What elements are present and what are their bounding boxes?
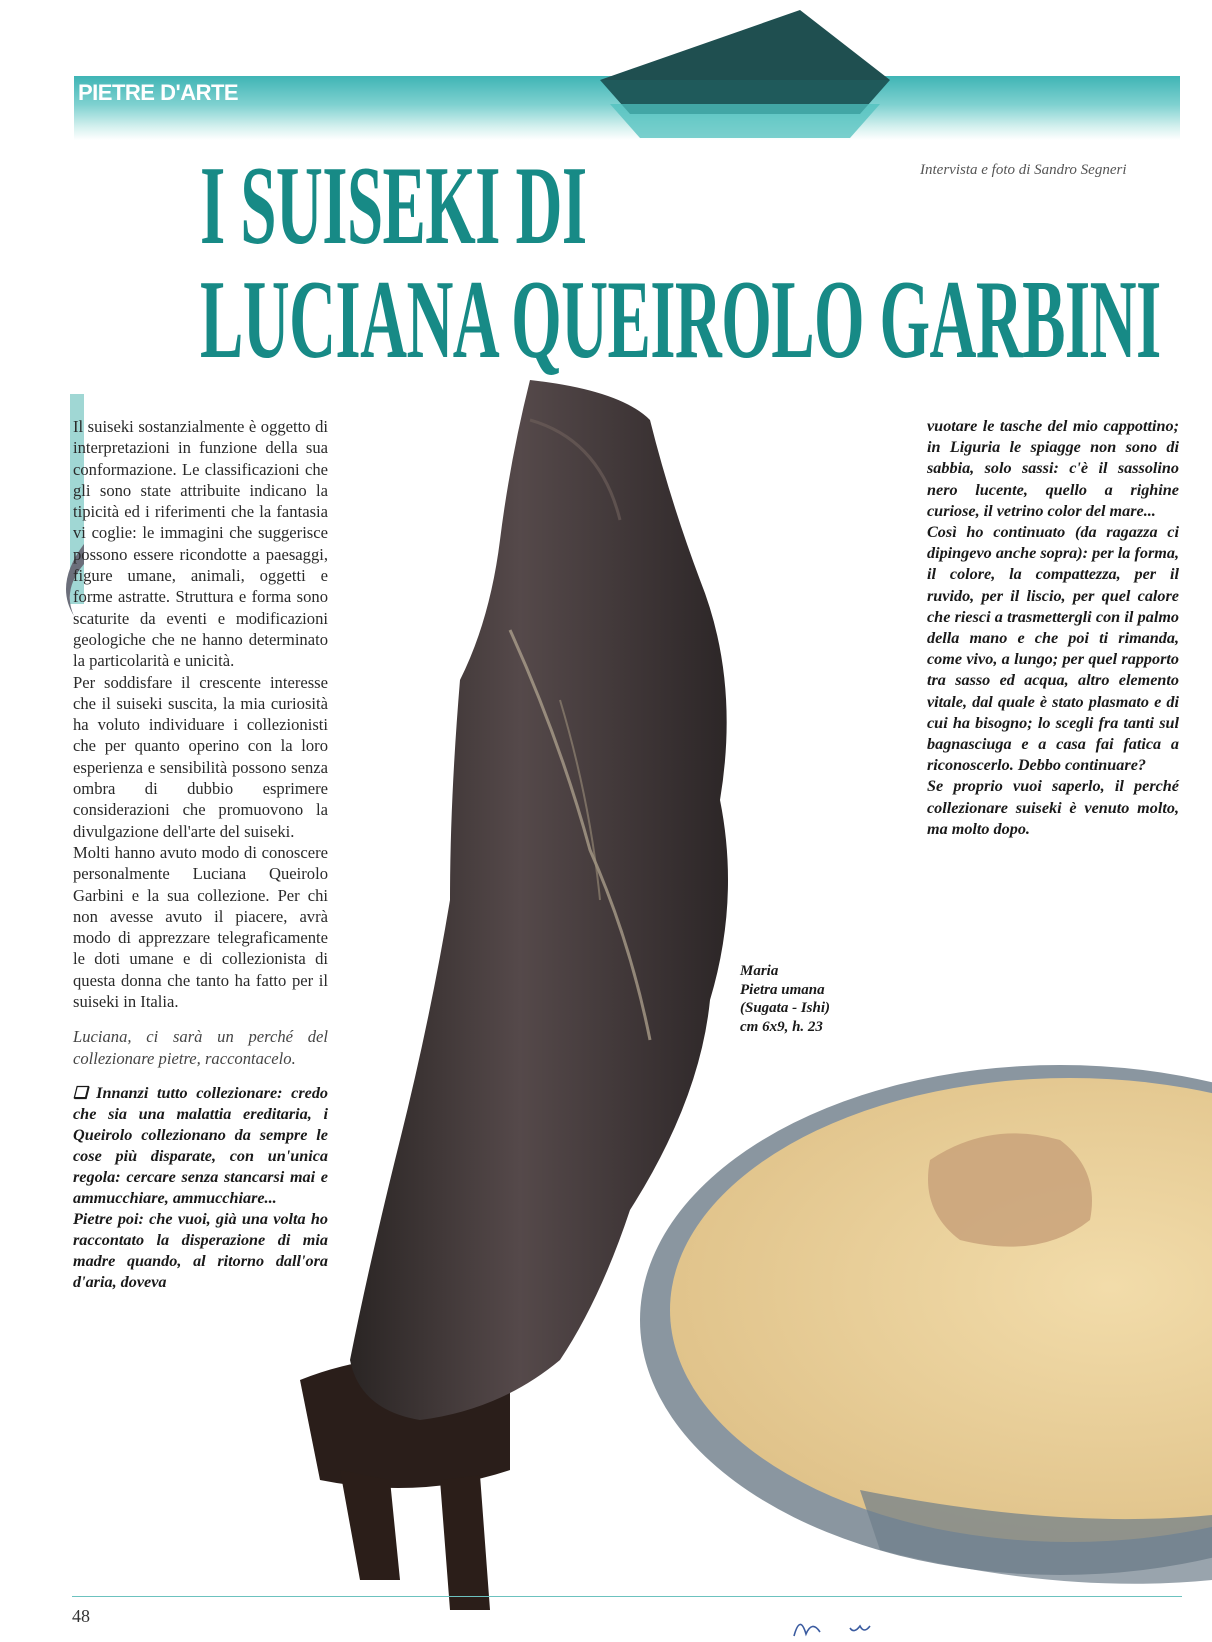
- article-title-line-2: [200, 258, 1161, 382]
- left-column: [73, 416, 328, 1293]
- interview-question: Luciana, ci sarà un perché del collezionare pietre, raccontacelo.: [73, 1027, 328, 1068]
- interview-answer: [73, 1083, 328, 1209]
- caption-line: (Sugata - Ishi): [740, 1000, 831, 1016]
- caption-line: cm 6x9, h. 23: [740, 1018, 823, 1035]
- title-line-1: I SUISEKI DI: [200, 144, 587, 268]
- caption-line: Maria: [740, 963, 779, 979]
- right-column: [927, 416, 1179, 840]
- section-label: PIETRE D'ARTE: [78, 80, 239, 105]
- byline: Intervista e foto di Sandro Segneri: [920, 162, 1127, 178]
- answer-paragraph: vuotare le tasche del mio cappottino; in Liguria le spiagge non sono di sabbia, solo sassi: c'è il sassolino nero lucente, quello a righine curiose, il vetrino color del mare...: [927, 417, 1179, 520]
- title-line-2: LUCIANA QUEIROLO GARBINI: [200, 258, 1161, 382]
- body-paragraph: Per soddisfare il crescente interesse che il suiseki suscita, la mia curiosità ha voluto individuare i collezionisti che per quanto operino con la loro esperienza e sensibilità possono senza ombra di dubbio esprimere considerazioni che promuovono la divulgazione dell'arte del suiseki.: [73, 672, 328, 841]
- answer-paragraph: Così ho continuato (da ragazza ci dipingevo anche sopra): per la forma, il colore, la compattezza, per il ruvido, per il liscio, per quel calore che riesci a trasmettergli con il palmo della mano e che poi ti rimanda, come vivo, a lungo; per quel rapporto tra sasso ed acqua, altro elemento vitale, dal quale è stato plasmato e di cui ha bisogno; lo scegli fra tanti sul bagnasciuga e a casa fai fatica a riconoscerlo. Debbo continuare?: [927, 523, 1179, 775]
- body-paragraph: Molti hanno avuto modo di conoscere personalmente Luciana Queirolo Garbini e la sua collezione. Per chi non avesse avuto il piacere, avrà modo di apprezzare telegraficamente le doti umane e di collezionista di questa donna che tanto ha fatto per il suiseki in Italia.: [73, 842, 328, 1012]
- body-paragraph: Il suiseki sostanzialmente è oggetto di interpretazioni in funzione della sua conformazione. Le classificazioni che gli sono state attribuite indicano la tipicità ed i riferimenti che la fantasia vi coglie: le immagini che suggerisce possono essere ricondotte a paesaggi, figure umane, animali, oggetti e forme astratte. Struttura e forma sono scaturite da eventi e modificazioni geologiche che ne hanno determinato la particolarità e unicità.: [73, 417, 328, 671]
- handwritten-mark: [790, 1612, 900, 1642]
- footer-rule: [72, 1596, 1182, 1597]
- photo-caption: [740, 962, 890, 1036]
- caption-line: Pietra umana: [740, 981, 825, 998]
- answer-bullet: ❑: [73, 1083, 88, 1102]
- answer-text: Innanzi tutto collezionare: credo che sia una malattia ereditaria, i Queirolo collezionano da sempre le cose più disparate, con un'unica regola: cercare senza stancarsi mai e ammucchiare, ammucchiare...: [73, 1083, 329, 1207]
- answer-paragraph: Se proprio vuoi saperlo, il perché collezionare suiseki è venuto molto, ma molto dopo.: [927, 777, 1179, 838]
- page-number: 48: [72, 1606, 90, 1626]
- header-decoration: [600, 8, 940, 158]
- article-title: [200, 144, 587, 268]
- interview-answer-cont: Pietre poi: che vuoi, già una volta ho raccontato la disperazione di mia madre quando, al ritorno dall'ora d'aria, doveva: [73, 1209, 328, 1291]
